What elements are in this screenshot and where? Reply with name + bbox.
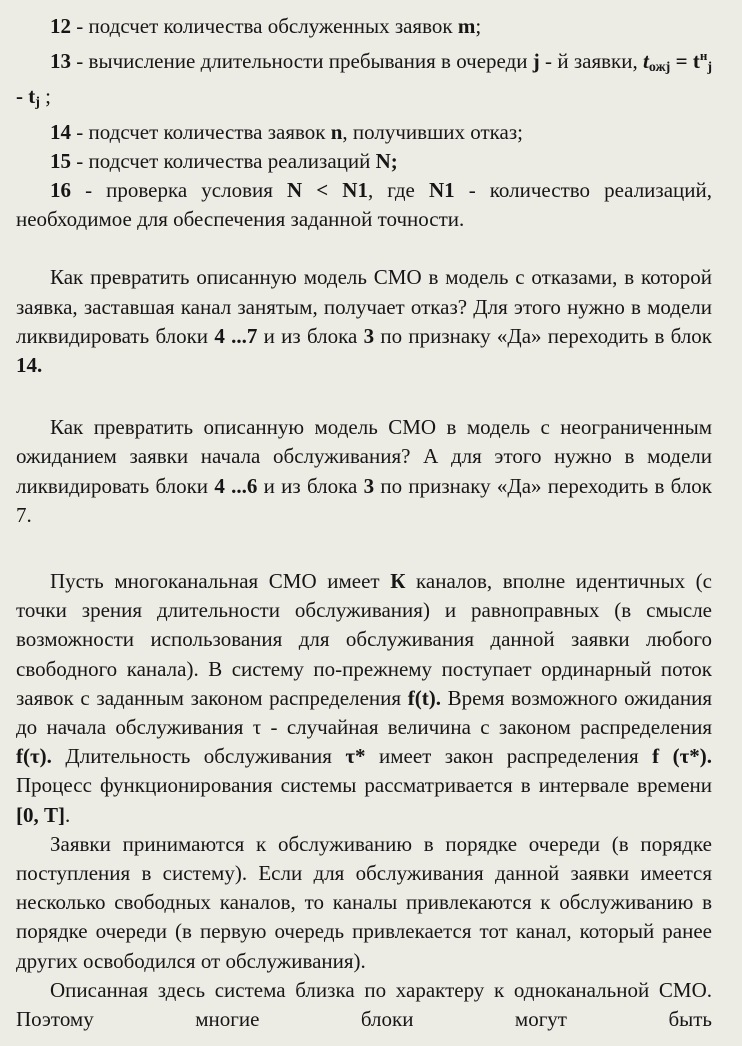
paragraph-similarity: Описанная здесь система близка по характеру к одноканальной СМО. Поэтому многие блоки могут быть	[16, 977, 712, 1032]
variable: N	[375, 148, 391, 173]
item-number: 13	[50, 49, 71, 74]
variable: m	[457, 14, 476, 38]
list-item-14: 14 - подсчет количества заявок n, получивших отказ;	[50, 119, 523, 144]
list-item-16: 16 - проверка условия N < N1, где N1 - количество реализаций, необходимое для обеспечения заданной точности.	[16, 178, 712, 232]
paragraph-unlimited-wait-model: Как превратить описанную модель СМО в модель с неограниченным ожиданием заявки начала обслуживания? А для этого нужно в модели ликвидировать блоки 4 ...6 и из блока 3 по признаку «Да» переходить в блок 7.	[16, 415, 712, 527]
list-item-15: 15 - подсчет количества реализаций N;	[50, 148, 398, 173]
variable: N1	[428, 178, 455, 203]
formula: $t_{ожj} = t^н_j - t_j$	[16, 48, 712, 111]
paragraph-queue-order: Заявки принимаются к обслуживанию в порядке очереди (в порядке поступления в систему). Если для обслуживания данной заявки имеется несколько свободных каналов, то каналы привлекаются к обслуживанию в порядке очереди (в первую очередь привлекается тот канал, который ранее других освободился от обслуживания).	[16, 831, 712, 973]
variable: N < N1	[287, 178, 368, 203]
variable: n	[330, 119, 343, 144]
list-item-13: 13 - вычисление длительности пребывания в очереди j - й заявки, $t_{ожj} = t^н_j - t_j$ ;	[16, 48, 712, 111]
item-number: 16	[50, 178, 71, 203]
item-number: 12	[50, 14, 71, 38]
list-item-12: 12 - подсчет количества обслуженных заявок m;	[50, 14, 482, 38]
item-number: 15	[50, 148, 71, 173]
item-number: 14	[50, 119, 71, 144]
variable: j	[532, 49, 540, 74]
paragraph-refusal-model: Как превратить описанную модель СМО в модель с отказами, в которой заявка, заставшая канал занятым, получает отказ? Для этого нужно в модели ликвидировать блоки 4 ...7 и из блока 3 по признаку «Да» переходить в блок 14.	[16, 265, 712, 378]
paragraph-multichannel: Пусть многоканальная СМО имеет К каналов, вполне идентичных (с точки зрения длительности обслуживания) и равноправных (в смысле возможности использования для обслуживания данной заявки любого свободного канала). В систему по-прежнему поступает ординарный поток заявок с заданным законом распределения f(t). Время возможного ожидания до начала обслуживания τ - случайная величина с законом распределения f(τ). Длительность обслуживания τ* имеет закон распределения f (τ*). Процесс функционирования системы рассматривается в интервале времени [0, T].	[16, 569, 713, 827]
